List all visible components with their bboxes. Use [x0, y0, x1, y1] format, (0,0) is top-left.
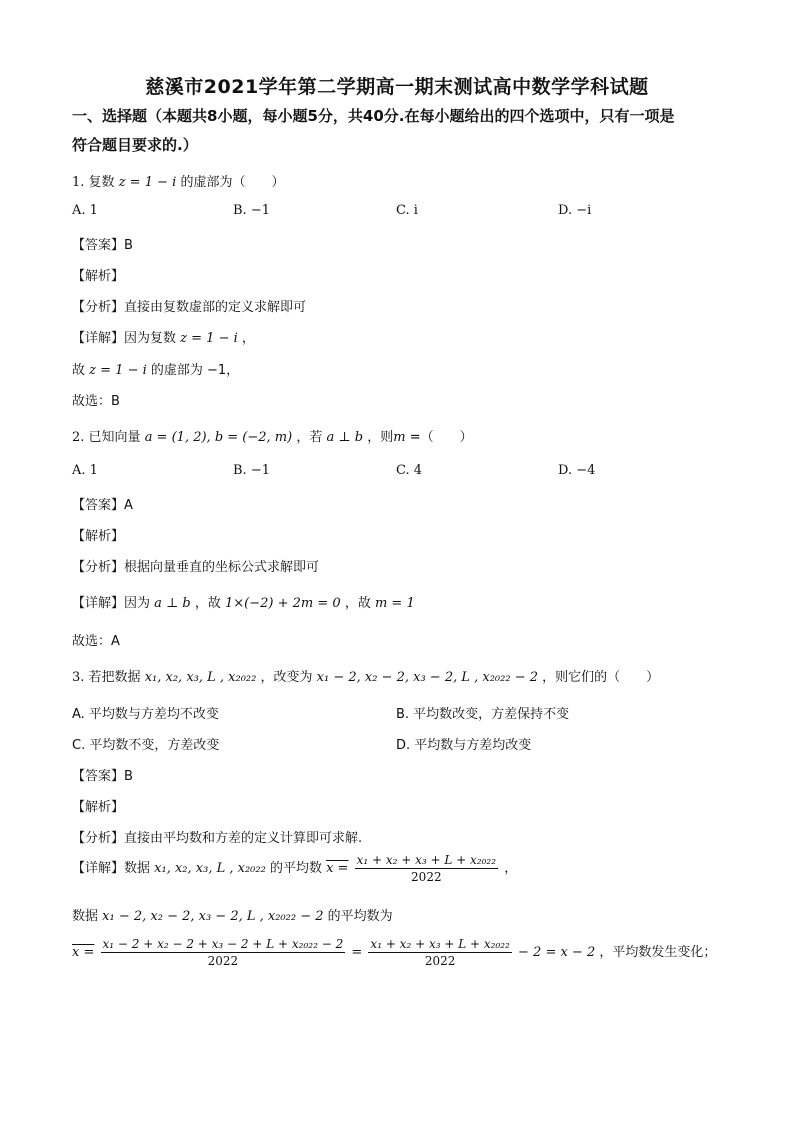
q2-detail-prefix: 【详解】因为 [72, 596, 151, 611]
q3-line3-denominator1: 2022 [207, 954, 239, 968]
q3-detail-line3 [72, 937, 716, 968]
page-title: 慈溪市2021学年第二学期高一期末测试高中数学学科试题 [145, 76, 649, 98]
q1-detail [72, 327, 255, 346]
q1-answer: 【答案】B [72, 238, 133, 253]
q3-detail-line2 [72, 905, 393, 924]
q1-stem [72, 171, 284, 190]
q1-line2-expr: z = 1 − i [89, 363, 147, 378]
q1-option-d: D. −i [558, 203, 592, 218]
q3-line3-denominator2: 2022 [424, 954, 456, 968]
q2-perp: a ⊥ b [326, 430, 364, 445]
q2-expr: a = (1, 2), b = (−2, m) [144, 430, 293, 445]
q1-option-a: A. 1 [72, 203, 98, 218]
q3-number: 3. [72, 670, 85, 685]
q2-option-c: C. 4 [396, 463, 423, 478]
q2-stem-text: 已知向量 [88, 430, 141, 445]
q2-option-d: D. −4 [558, 463, 596, 478]
q2-detail-mid: ，故 [194, 596, 221, 611]
q3-line3-lhs: x = [72, 945, 95, 960]
q1-stem-text: 复数 [88, 175, 115, 190]
q3-line2-data: x₁ − 2, x₂ − 2, x₃ − 2, L , x₂₀₂₂ − 2 [102, 909, 324, 924]
q2-answer: 【答案】A [72, 498, 133, 513]
q1-option-b: B. −1 [233, 203, 270, 218]
q2-stem-mid: ，若 [296, 430, 323, 445]
section-heading [72, 102, 732, 160]
q2-fenxi: 【分析】根据向量垂直的坐标公式求解即可 [72, 560, 320, 575]
q3-line3-eq: = [351, 945, 363, 960]
q1-choose: 故选：B [72, 394, 120, 409]
q3-detail-xbar: x = [326, 861, 349, 876]
q1-detail-line2 [72, 359, 239, 378]
q2-number: 2. [72, 430, 85, 445]
q2-detail-expr: 1×(−2) + 2m = 0 [225, 596, 341, 611]
q3-detail-denominator: 2022 [411, 870, 442, 884]
q3-option-c: C. 平均数不变，方差改变 [72, 738, 220, 753]
q3-data2: x₁ − 2, x₂ − 2, x₃ − 2, L , x₂₀₂₂ − 2 [316, 670, 538, 685]
q2-detail-mid2: ，故 [344, 596, 371, 611]
q3-fenxi: 【分析】直接由平均数和方差的定义计算即可求解. [72, 831, 363, 846]
q3-stem-text: 若把数据 [88, 670, 141, 685]
q1-expr: z = 1 − i [118, 175, 177, 190]
q3-detail-data: x₁, x₂, x₃, L , x₂₀₂₂ [154, 861, 266, 876]
q3-detail-fraction [355, 853, 498, 884]
q2-choose: 故选：A [72, 634, 120, 649]
q2-option-a: A. 1 [72, 463, 98, 478]
q3-option-a: A. 平均数与方差均不改变 [72, 707, 219, 722]
q2-var-m: m [393, 430, 406, 445]
q1-line2-suffix: 的虚部为 −1， [150, 363, 240, 378]
q3-line3-fraction2 [368, 937, 511, 968]
q3-stem-after: ，则它们的（ ） [542, 670, 660, 685]
q3-line3-numerator2: x₁ + x₂ + x₃ + L + x₂₀₂₂ [370, 937, 510, 951]
q3-line2-suffix: 的平均数为 [327, 909, 393, 924]
q3-detail-prefix: 【详解】数据 [72, 861, 151, 876]
q1-stem-tail: 的虚部为（ ） [180, 175, 285, 190]
q1-detail-expr: z = 1 − i [180, 331, 238, 346]
q3-answer: 【答案】B [72, 769, 133, 784]
q1-number: 1. [72, 175, 85, 190]
q2-stem-end: =（ ） [405, 430, 473, 445]
q3-detail [72, 853, 517, 884]
q3-detail-numerator: x₁ + x₂ + x₃ + L + x₂₀₂₂ [356, 853, 497, 867]
q1-detail-prefix: 【详解】因为复数 [72, 331, 177, 346]
q1-detail-suffix: ， [241, 331, 255, 346]
q2-option-b: B. −1 [233, 463, 270, 478]
q1-analysis: 【解析】 [72, 269, 125, 284]
section-heading-line1: 一、选择题（本题共8小题，每小题5分，共40分.在每小题给出的四个选项中，只有一项是 [72, 107, 675, 125]
q2-stem-after: ，则 [367, 430, 394, 445]
q2-stem [72, 426, 473, 445]
q3-detail-mid: 的平均数 [269, 861, 322, 876]
q2-detail [72, 592, 415, 611]
q2-detail-perp: a ⊥ b [154, 596, 191, 611]
q3-stem [72, 666, 659, 685]
q1-fenxi: 【分析】直接由复数虚部的定义求解即可 [72, 300, 307, 315]
q2-detail-result: m = 1 [374, 596, 415, 611]
q3-data1: x₁, x₂, x₃, L , x₂₀₂₂ [144, 670, 257, 685]
q3-option-d: D. 平均数与方差均改变 [396, 738, 532, 753]
q3-option-b: B. 平均数改变，方差保持不变 [396, 707, 570, 722]
section-heading-line2: 符合题目要求的.） [72, 136, 198, 154]
q2-analysis: 【解析】 [72, 529, 125, 544]
q3-stem-mid: ，改变为 [260, 670, 313, 685]
q1-line2-prefix: 故 [72, 363, 86, 378]
q3-line3-end: ，平均数发生变化； [599, 945, 717, 960]
q3-detail-end: ， [504, 861, 518, 876]
q3-line2-prefix: 数据 [72, 909, 99, 924]
q1-option-c: C. i [396, 203, 418, 218]
q3-line3-numerator1: x₁ − 2 + x₂ − 2 + x₃ − 2 + L + x₂₀₂₂ − 2 [102, 937, 344, 951]
q3-line3-tail: − 2 = x − 2 [518, 945, 596, 960]
q3-analysis: 【解析】 [72, 800, 125, 815]
q3-line3-fraction1 [101, 937, 346, 968]
